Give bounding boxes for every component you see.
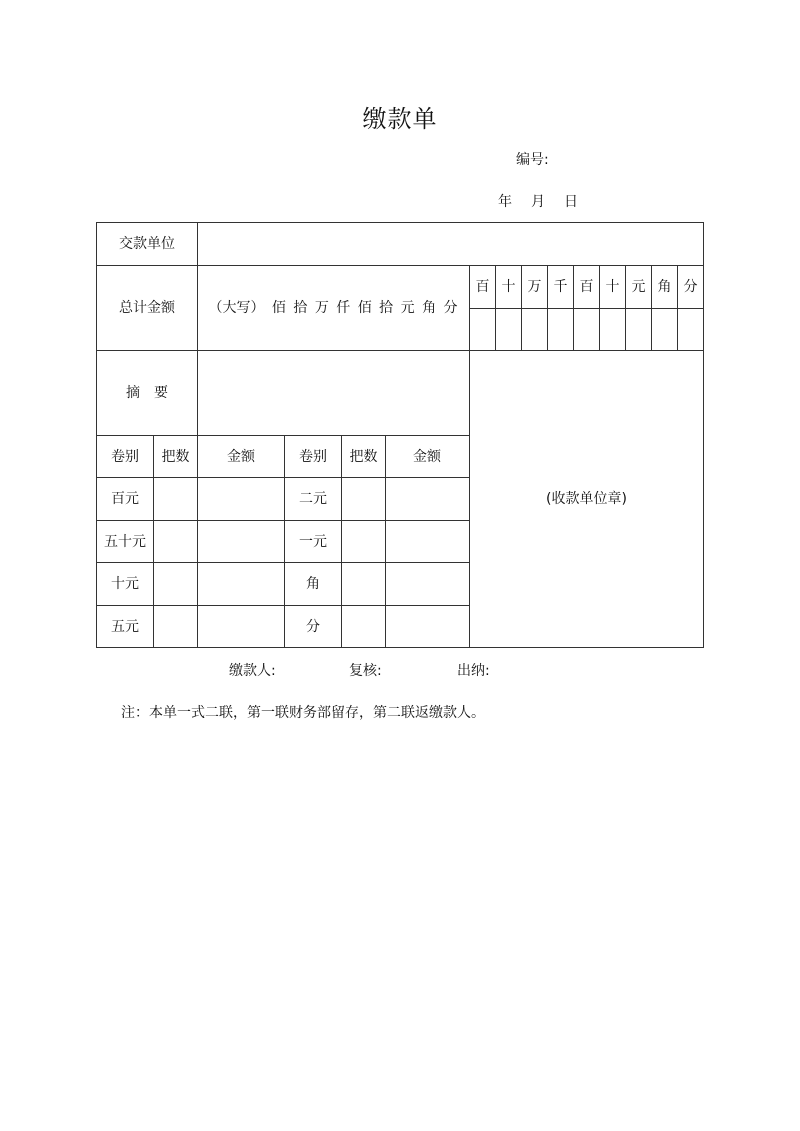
total-amount-label: 总计金额 xyxy=(119,300,175,316)
table-header-amount-right: 金额 xyxy=(413,448,441,465)
receiving-unit-seal-area: (收款单位章) xyxy=(546,491,627,507)
payer-signature-label: 缴款人: xyxy=(229,663,276,679)
table-header-bundles-right: 把数 xyxy=(349,448,378,465)
reviewer-signature-label: 复核: xyxy=(349,663,382,679)
denomination-hundred-yuan: 百元 xyxy=(111,491,139,507)
payer-unit-label: 交款单位 xyxy=(119,236,175,252)
digit-header-fen: 分 xyxy=(683,279,698,295)
denomination-two-yuan: 二元 xyxy=(299,491,327,507)
digit-header-hundred: 百 xyxy=(579,279,594,295)
table-header-bundles-left: 把数 xyxy=(161,448,190,465)
cashier-signature-label: 出纳: xyxy=(457,663,490,679)
date-day: 日 xyxy=(564,194,578,210)
digit-header-ten: 十 xyxy=(605,279,620,295)
denomination-one-yuan: 一元 xyxy=(299,533,327,550)
uppercase-amount-text: （大写） 佰 拾 万 仟 佰 拾 元 角 分 xyxy=(208,300,458,316)
summary-label: 摘 要 xyxy=(126,385,168,401)
denomination-ten-yuan: 十元 xyxy=(111,576,139,592)
digit-header-yuan: 元 xyxy=(631,279,646,295)
digit-header-ten-thousand: 十 xyxy=(501,279,516,295)
serial-number-label: 编号: xyxy=(516,152,549,168)
table-header-amount-left: 金额 xyxy=(227,448,255,465)
digit-header-ten-thousand-unit: 万 xyxy=(527,279,542,295)
form-note: 注：本单一式二联，第一联财务部留存，第二联返缴款人。 xyxy=(121,705,485,721)
table-header-denomination-right: 卷别 xyxy=(299,448,327,465)
digit-header-jiao: 角 xyxy=(657,279,672,295)
denomination-fen: 分 xyxy=(306,618,320,635)
digit-header-hundred-thousand: 百 xyxy=(475,279,490,295)
date-month: 月 xyxy=(531,194,545,210)
denomination-jiao: 角 xyxy=(306,576,320,592)
digit-header-thousand: 千 xyxy=(553,279,568,295)
denomination-five-yuan: 五元 xyxy=(111,618,139,635)
denomination-fifty-yuan: 五十元 xyxy=(104,533,146,550)
date-year: 年 xyxy=(498,194,512,210)
table-header-denomination-left: 卷别 xyxy=(111,448,139,465)
page-title: 缴款单 xyxy=(362,105,438,133)
